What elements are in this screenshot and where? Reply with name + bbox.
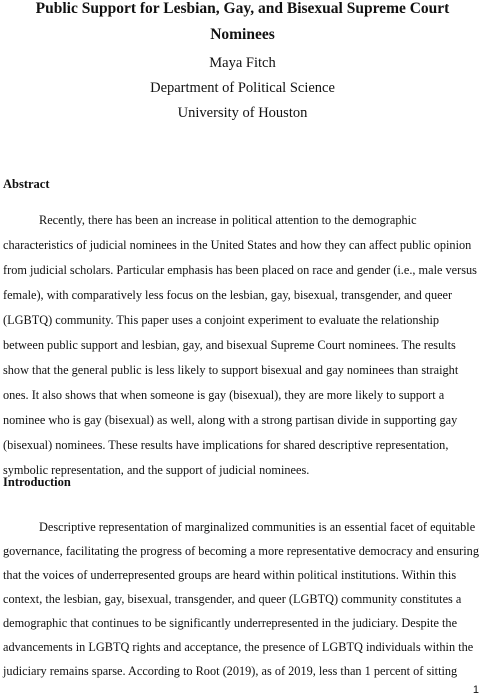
abstract-heading: Abstract — [3, 177, 50, 191]
abstract-line: female), with comparatively less focus on the lesbian, gay, bisexual, transgender, and queer — [3, 288, 453, 302]
abstract-line: (LGBTQ) community. This paper uses a conjoint experiment to evaluate the relationship — [3, 313, 440, 327]
introduction-line: governance, facilitating the progress of becoming a more representative democracy and ensuring — [3, 544, 479, 558]
author-name: Maya Fitch — [209, 55, 276, 71]
abstract-line: between public support and lesbian, gay, and bisexual Supreme Court nominees. The results — [3, 338, 456, 352]
author-department: Department of Political Science — [150, 80, 335, 96]
introduction-line: that the voices of underrepresented groups are heard within political institutions. Within this — [3, 568, 457, 582]
abstract-line: ones. It also shows that when someone is gay (bisexual), they are more likely to support a — [3, 388, 445, 402]
abstract-line: show that the general public is less likely to support bisexual and gay nominees than straight — [3, 363, 459, 377]
paper-title-line-1: Public Support for Lesbian, Gay, and Bisexual Supreme Court — [35, 0, 450, 17]
introduction-line: Descriptive representation of marginalized communities is an essential facet of equitable — [39, 520, 476, 534]
paper-title-line-2: Nominees — [210, 26, 275, 43]
abstract-line: from judicial scholars. Particular emphasis has been placed on race and gender (i.e., male versus — [3, 263, 477, 277]
abstract-line: Recently, there has been an increase in political attention to the demographic — [39, 213, 417, 227]
author-university: University of Houston — [177, 105, 308, 121]
introduction-line: advancements in LGBTQ rights and acceptance, the presence of LGBTQ individuals within the — [3, 640, 474, 654]
introduction-heading: Introduction — [3, 475, 71, 489]
abstract-line: characteristics of judicial nominees in the United States and how they can affect public opinion — [3, 238, 472, 252]
abstract-line: (bisexual) nominees. These results have implications for shared descriptive representation, — [3, 438, 449, 452]
introduction-line: context, the lesbian, gay, bisexual, transgender, and queer (LGBTQ) community constitutes a — [3, 592, 462, 606]
introduction-line: judiciary remains sparse. According to Root (2019), as of 2019, less than 1 percent of sitting — [3, 664, 458, 678]
abstract-line: symbolic representation, and the support of judicial nominees. — [3, 463, 310, 477]
introduction-line: demographic that continues to be significantly underrepresented in the judiciary. Despite the — [3, 616, 458, 630]
page-number: 1 — [472, 684, 479, 696]
abstract-line: nominee who is gay (bisexual) as well, along with a strong partisan divide in supporting gay — [3, 413, 458, 427]
